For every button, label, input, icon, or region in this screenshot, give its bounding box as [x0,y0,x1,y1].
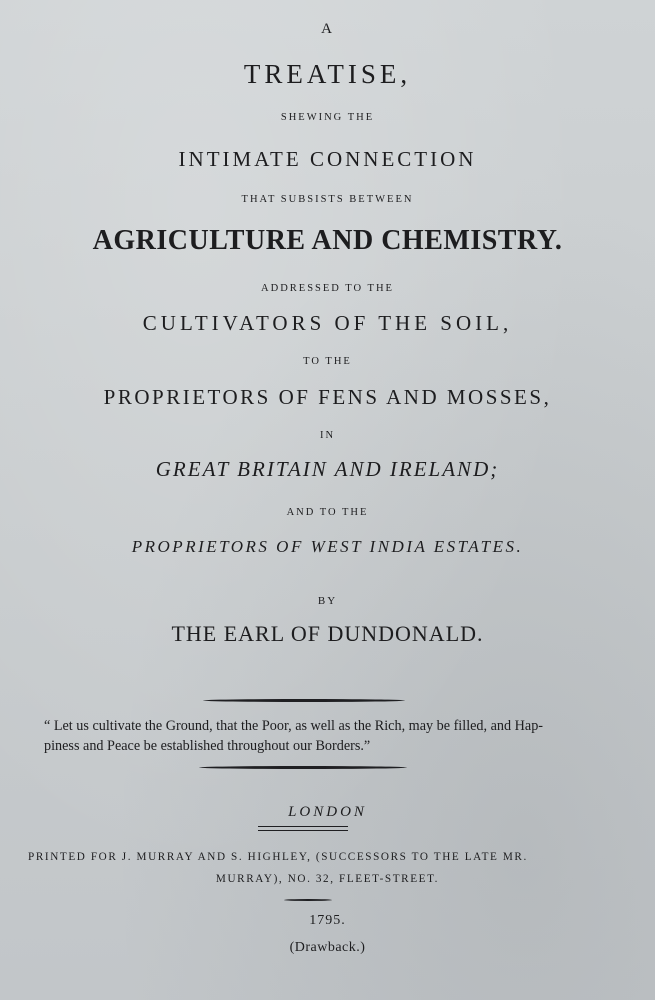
addressed-line: ADDRESSED TO THE [261,283,394,294]
subtitle-shewing: SHEWING THE [280,112,375,123]
in-line: IN [319,430,336,441]
divider-rule-bottom [199,766,407,769]
subtitle-intimate-connection: INTIMATE CONNECTION [178,147,477,171]
epigraph-line: “ Let us cultivate the Ground, that the Poor, as well as the Rich, may be filled, and Hap- [44,718,544,734]
main-title: TREATISE, [243,59,412,89]
imprint-place: LONDON [288,804,367,820]
by-line: BY [317,595,338,607]
epigraph-line: piness and Peace be established throughout our Borders.” [44,738,371,754]
imprint-place-underline [258,826,348,831]
short-rule [284,899,332,901]
and-to-the-line: AND TO THE [286,507,369,518]
printer-line: MURRAY), NO. 32, FLEET-STREET. [215,873,440,885]
title-article: A [321,21,334,37]
printer-line: PRINTED FOR J. MURRAY AND S. HIGHLEY, (SUCCESSORS TO THE LATE MR. [28,851,528,863]
drawback-note: (Drawback.) [289,940,366,955]
proprietors-west-india-line: PROPRIETORS OF WEST INDIA ESTATES. [131,537,524,556]
subtitle-subsists: THAT SUBSISTS BETWEEN [241,194,414,205]
divider-rule-top [203,699,405,702]
proprietors-fens-line: PROPRIETORS OF FENS AND MOSSES, [103,385,552,409]
author-name: THE EARL OF DUNDONALD. [171,621,484,646]
cultivators-line: CULTIVATORS OF THE SOIL, [142,311,513,335]
to-the-line: TO THE [303,356,352,367]
subject-heading: AGRICULTURE AND CHEMISTRY. [92,225,563,256]
publication-year: 1795. [309,913,346,928]
epigraph [44,716,604,756]
great-britain-line: GREAT BRITAIN AND IRELAND; [155,457,500,481]
